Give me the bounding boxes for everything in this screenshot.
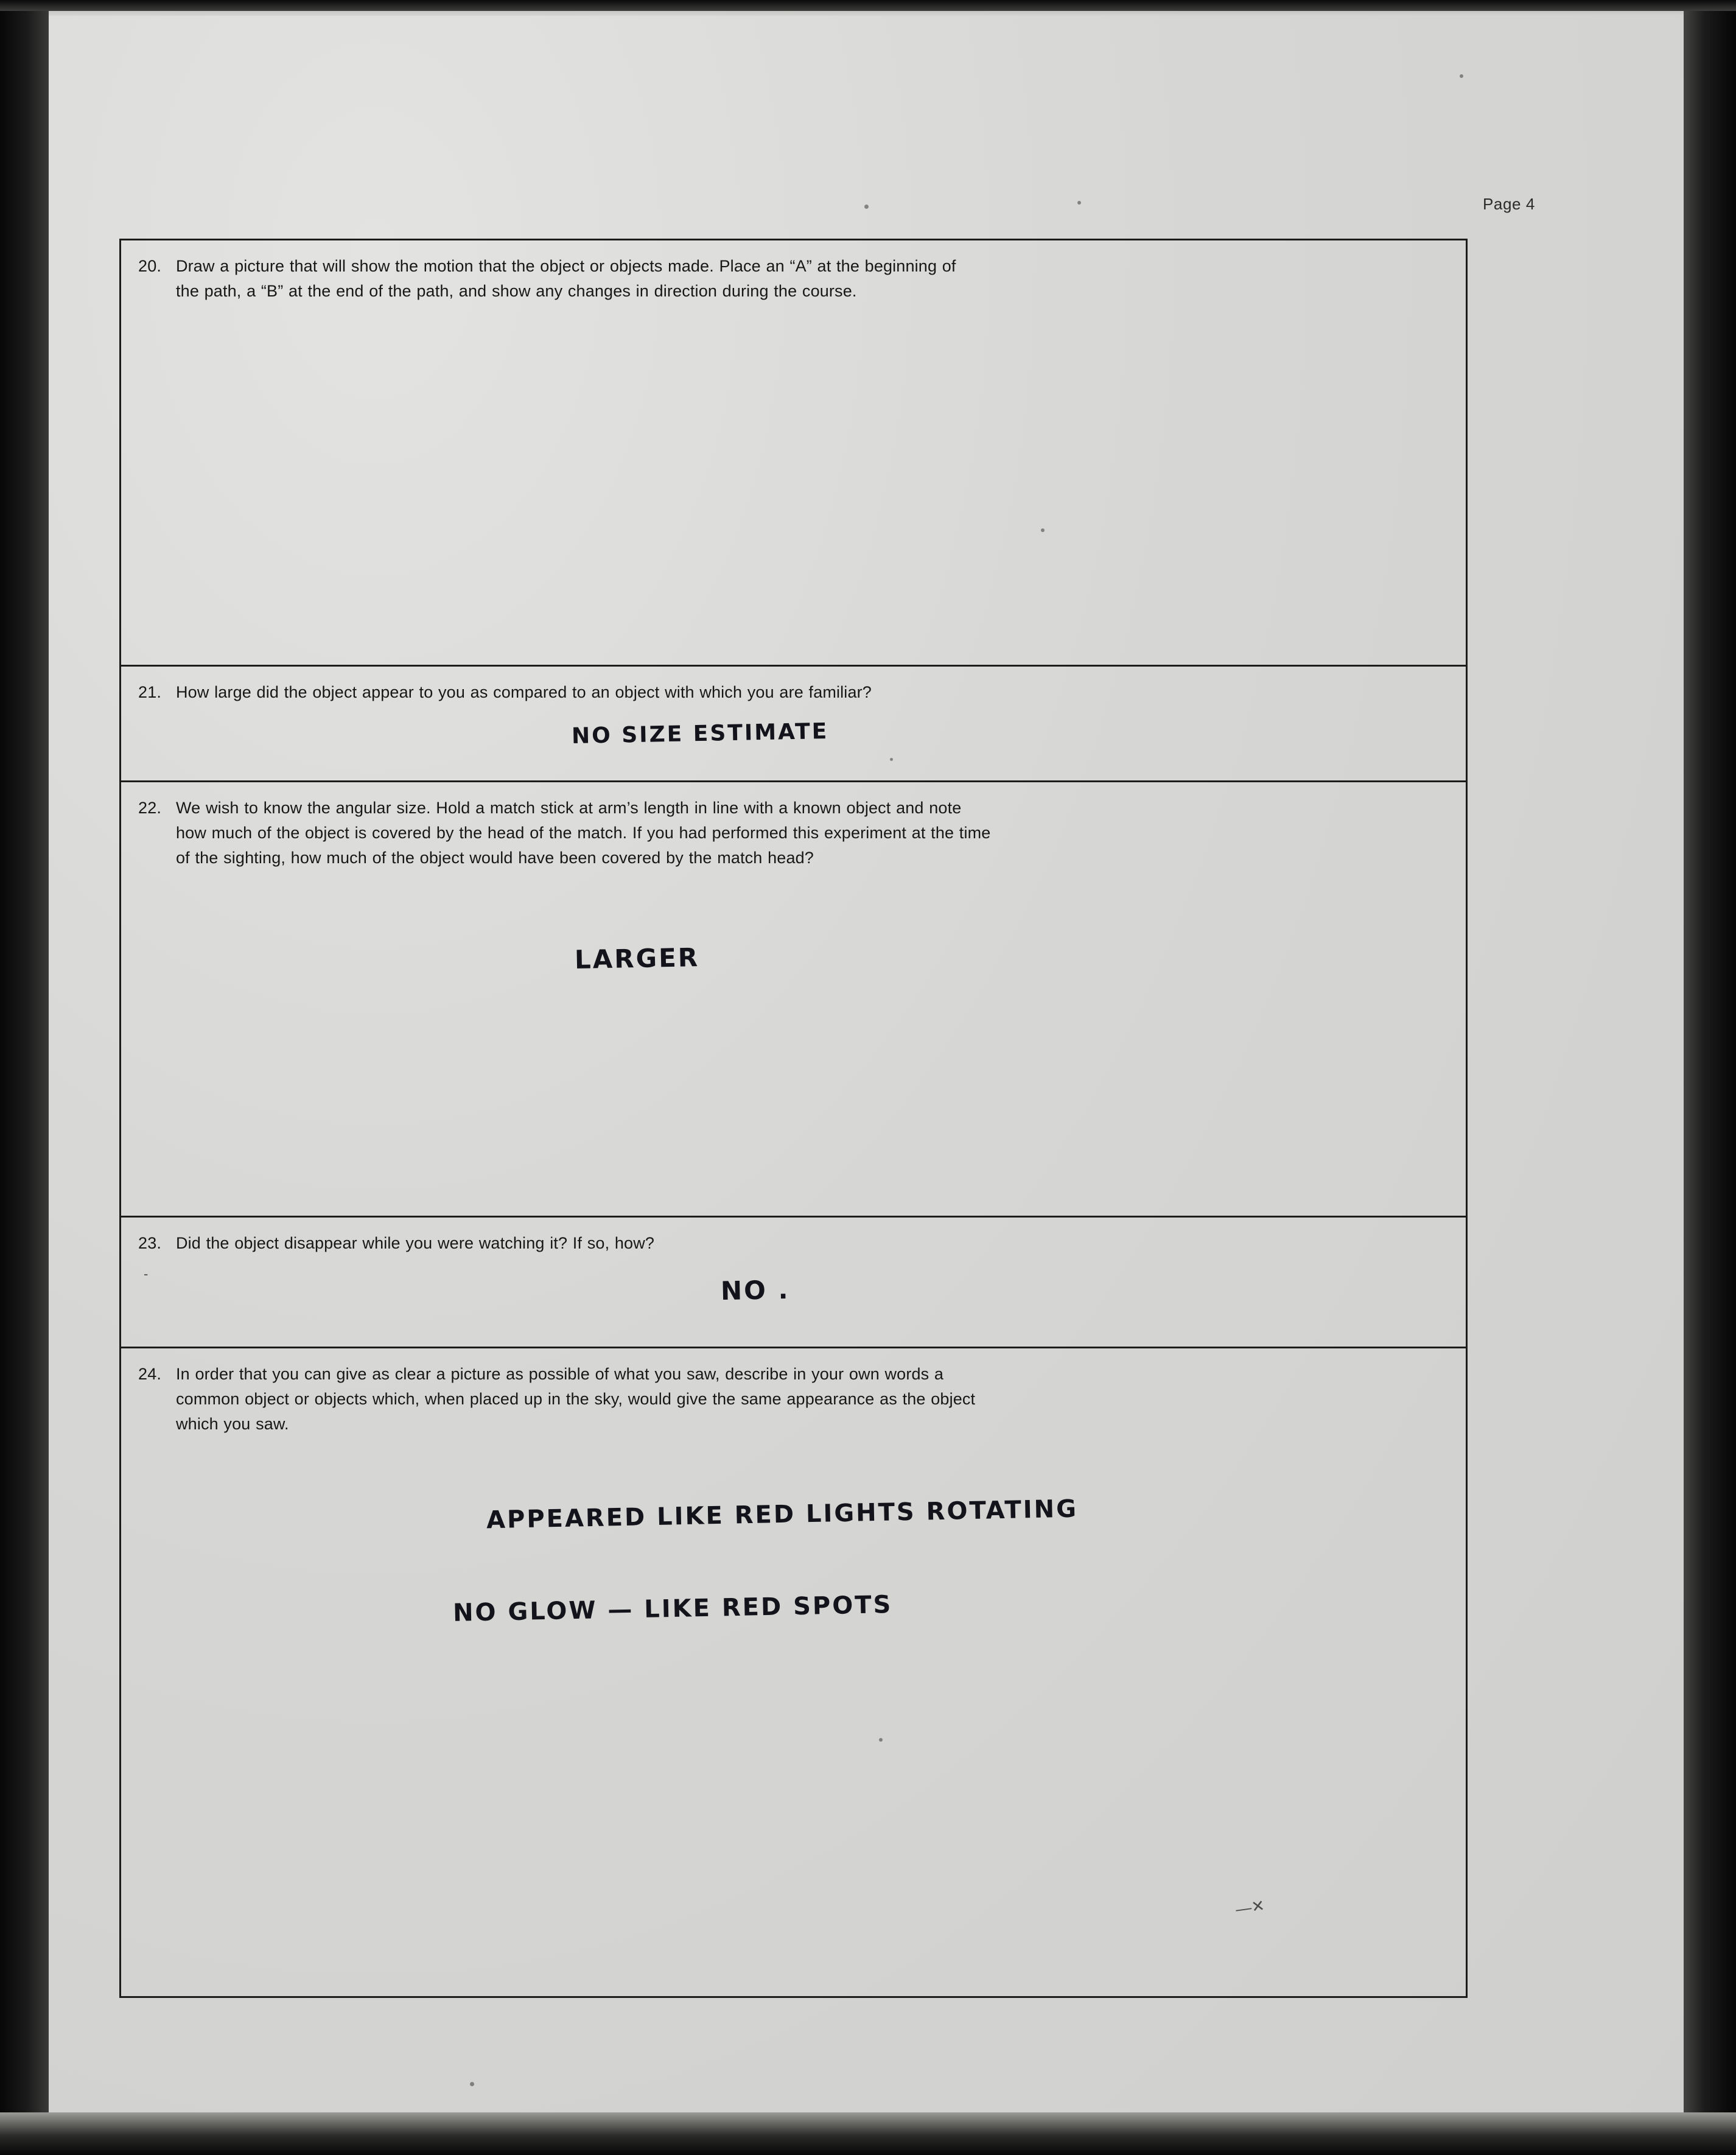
- question-line: Draw a picture that will show the motion that the object or objects made. Place an “A” at the beginning of: [176, 257, 956, 275]
- question-line: We wish to know the angular size. Hold a match stick at arm’s length in line with a known object and note: [176, 799, 962, 817]
- handwritten-answer-24-line-1[interactable]: APPEARED LIKE RED LIGHTS ROTATING: [486, 1494, 1079, 1535]
- question-number: 21.: [138, 683, 162, 701]
- scan-speck: [864, 205, 869, 209]
- question-line: the path, a “B” at the end of the path, and show any changes in direction during the course.: [176, 282, 857, 301]
- scan-speck: [1077, 201, 1081, 205]
- question-number: 24.: [138, 1365, 162, 1383]
- answer-drawing-area-20[interactable]: [138, 332, 1435, 648]
- question-block-23: [121, 1218, 1466, 1348]
- scan-mark: -: [144, 1266, 149, 1281]
- scan-speck: [470, 2082, 474, 2086]
- question-line: Did the object disappear while you were watching it? If so, how?: [176, 1234, 655, 1252]
- question-block-21: [121, 667, 1466, 782]
- scan-edge-right: [1684, 0, 1736, 2155]
- handwritten-answer-22[interactable]: LARGER: [574, 942, 700, 975]
- scan-edge-top: [0, 0, 1736, 11]
- question-line: how much of the object is covered by the head of the match. If you had performed this experiment at the time: [176, 824, 991, 843]
- scan-speck: [1460, 74, 1463, 78]
- question-number: 23.: [138, 1234, 162, 1252]
- question-line: common object or objects which, when placed up in the sky, would give the same appearance as the object: [176, 1390, 976, 1409]
- question-line: which you saw.: [176, 1415, 289, 1434]
- question-text: [176, 1362, 1445, 1437]
- page-number-label: Page 4: [1482, 195, 1535, 213]
- question-block-24: [121, 1348, 1466, 1997]
- question-block-20: [121, 240, 1466, 667]
- question-line: In order that you can give as clear a picture as possible of what you saw, describe in your own words a: [176, 1365, 944, 1383]
- scan-edge-left: [0, 0, 49, 2155]
- question-text: [176, 680, 1445, 705]
- question-text: [176, 796, 1445, 871]
- question-number: 20.: [138, 257, 162, 275]
- question-line: of the sighting, how much of the object would have been covered by the match head?: [176, 849, 814, 867]
- handwritten-answer-21[interactable]: NO SIZE ESTIMATE: [571, 718, 829, 749]
- question-block-22: [121, 782, 1466, 1218]
- question-line: How large did the object appear to you as compared to an object with which you are familiar?: [176, 683, 872, 701]
- handwritten-answer-24-line-2[interactable]: NO GLOW — LIKE RED SPOTS: [452, 1591, 893, 1627]
- questionnaire-form: [119, 239, 1468, 1998]
- question-text: [176, 1231, 1445, 1256]
- question-number: 22.: [138, 799, 162, 817]
- scan-edge-bottom: [0, 2112, 1736, 2155]
- scan-mark: —✕: [1234, 1896, 1266, 1919]
- handwritten-answer-23[interactable]: NO .: [720, 1274, 790, 1306]
- question-text: [176, 254, 1445, 304]
